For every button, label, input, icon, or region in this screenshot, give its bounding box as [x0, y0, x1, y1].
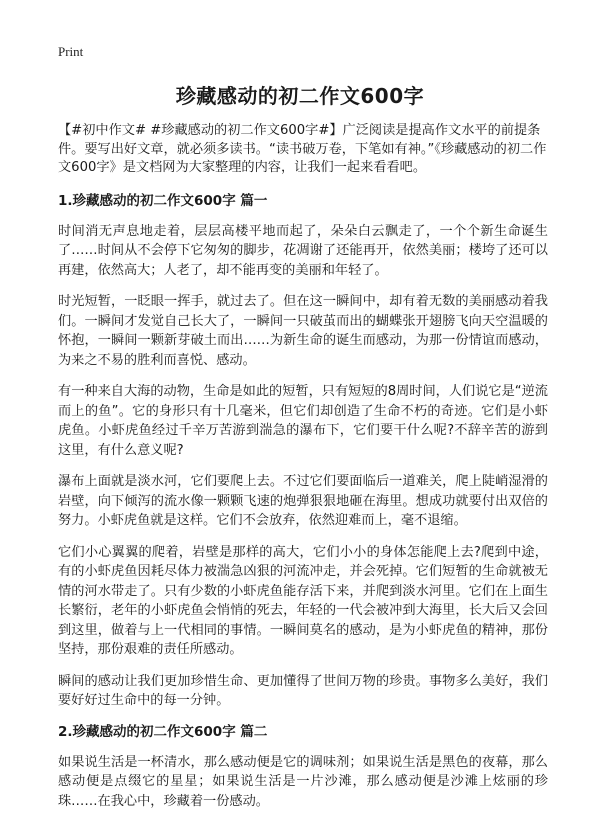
section-heading-1: 1.珍藏感动的初二作文600字 篇一 [58, 192, 268, 209]
section-1-paragraph-6: 瞬间的感动让我们更加珍惜生命、更加懂得了世间万物的珍贵。事物多么美好，我们要好好过生命中的每一分钟。 [58, 673, 548, 708]
section-1-paragraph-5: 它们小心翼翼的爬着，岩壁是那样的高大，它们小小的身体怎能爬上去?爬到中途，有的小虾虎鱼因耗尽体力被湍急凶狠的河流冲走，并会死掉。它们短暂的生命就被无情的河水带走了。只有少数的小虾虎鱼能存活下来，并爬到淡水河里。它们在上面生长繁衍，老年的小虾虎鱼会悄悄的死去，年轻的一代会被冲到大海里，长大后又会回到这里，做着与上一代相同的事情。一瞬间莫名的感动，是为小虾虎鱼的精神，那份坚持，那份艰难的责任所感动。 [58, 544, 548, 657]
print-label: Print [58, 44, 84, 59]
section-1-paragraph-3: 有一种来自大海的动物，生命是如此的短暂，只有短短的8周时间，人们说它是“逆流而上的鱼”。它的身形只有十几毫米，但它们却创造了生命不朽的奇迹。它们是小虾虎鱼。小虾虎鱼经过千辛万苦游到湍急的瀑布下，它们要干什么呢?不辞辛苦的游到这里，有什么意义呢? [58, 384, 548, 458]
intro-paragraph: 【#初中作文# #珍藏感动的初二作文600字#】广泛阅读是提高作文水平的前提条件。要写出好文章，就必须多读书。“读书破万卷，下笔如有神。”《珍藏感动的初二作文600字》是文档网为大家整理的内容，让我们一起来看看吧。 [58, 123, 547, 175]
document-title: 珍藏感动的初二作文600字 [175, 84, 425, 108]
section-heading-2: 2.珍藏感动的初二作文600字 篇二 [58, 723, 268, 740]
section-2-paragraph-1: 如果说生活是一杯清水，那么感动便是它的调味剂；如果说生活是黑色的夜幕，那么感动便是点缀它的星星；如果说生活是一片沙滩，那么感动便是沙滩上炫丽的珍珠……在我心中，珍藏着一份感动。 [58, 754, 548, 809]
section-1-paragraph-2: 时光短暂，一眨眼一挥手，就过去了。但在这一瞬间中，却有着无数的美丽感动着我们。一瞬间才发觉自己长大了，一瞬间一只破茧而出的蝴蝶张开翅膀飞向天空温暖的怀抱，一瞬间一颗新芽破土而出……为新生命的诞生而感动，为那一份情谊而感动，为来之不易的胜利而喜悦、感动。 [58, 294, 548, 368]
section-1-paragraph-1: 时间消无声息地走着，层层高楼平地而起了，朵朵白云飘走了，一个个新生命诞生了……时间从不会停下它匆匆的脚步，花凋谢了还能再开，依然美丽；楼垮了还可以再建，依然高大；人老了，却不能再变的美丽和年轻了。 [58, 223, 548, 278]
document-body [58, 122, 548, 823]
section-1-paragraph-4: 瀑布上面就是淡水河，它们要爬上去。不过它们要面临后一道难关，爬上陡峭湿滑的岩壁，向下倾泻的流水像一颗颗飞速的炮弹狠狠地砸在海里。想成功就要付出双倍的努力。小虾虎鱼就是这样。它们不会放弃，依然迎难而上，毫不退缩。 [58, 474, 548, 528]
